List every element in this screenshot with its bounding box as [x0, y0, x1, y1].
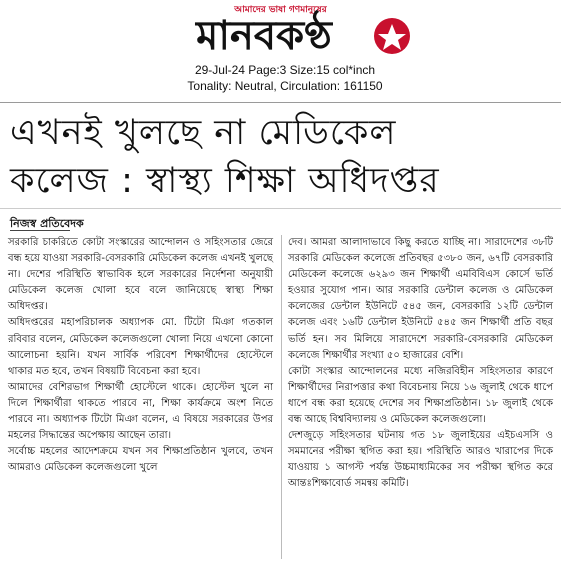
- byline: নিজস্ব প্রতিবেদক: [10, 217, 84, 230]
- masthead: [0, 0, 561, 62]
- top-divider: [0, 102, 561, 103]
- newspaper-logo-text: মানবকণ্ঠ: [196, 13, 332, 59]
- paragraph: সর্বোচ্চ মহলের আদেশক্রমে যখন সব শিক্ষাপ্রতিষ্ঠান খুলবে, তখন আমরাও মেডিকেল কলেজগুলো খুলে: [8, 446, 273, 474]
- headline-line-2: কলেজ : স্বাস্থ্য শিক্ষা অধিদপ্তর: [10, 161, 440, 201]
- paragraph: সরকারি চাকরিতে কোটা সংস্কারের আন্দোলন ও সহিংসতার জেরে বন্ধ হয়ে যাওয়া সরকারি-বেসরকারি মেডিকেল কলেজ এখনই খুলছে না। দেশের পরিস্থিতি স্বাভাবিক হলে সরকারের নির্দেশনা অনুযায়ী মেডিকেল কলেজ খোলা হবে বলে জানিয়েছে স্বাস্থ্য শিক্ষা অধিদপ্তর।: [8, 237, 273, 313]
- paragraph: কোটা সংস্কার আন্দোলনের মধ্যে নজিরবিহীন সহিংসতার কারণে শিক্ষার্থীদের নিরাপত্তার কথা বিবেচনায় নিয়ে ১৬ জুলাই থেকে ধাপে ধাপে বন্ধ করা হয়েছে দেশের সব শিক্ষাপ্রতিষ্ঠান। ১৮ জুলাই থেকে বন্ধ আছে বিশ্ববিদ্যালয় ও মেডিকেল কলেজগুলো।: [288, 365, 553, 426]
- headline-divider: [0, 208, 561, 209]
- headline-line-1: এখনই খুলছে না মেডিকেল: [10, 113, 397, 153]
- paragraph: আমাদের বেশিরভাগ শিক্ষার্থী হোস্টেলে থাকে। হোস্টেল খুলে না দিলে শিক্ষার্থীরা থাকতে পারবে না, শিক্ষা কার্যক্রমে অংশ নিতে পারবে না। অধ্যাপক টিটো মিঞা বলেন, এ বিষয়ে সরকারের উপর মহলের সিদ্ধান্তের অপেক্ষায় আছেন তারা।: [8, 381, 273, 442]
- article-column-right: [288, 235, 553, 493]
- paragraph: দেশজুড়ে সহিংসতার ঘটনায় গত ১৮ জুলাইয়ের এইচএসসি ও সমমানের পরীক্ষা স্থগিত করা হয়। পরিস্থিতি আরও খারাপের দিকে যাওয়ায় ১ আগস্ট পর্যন্ত উচ্চমাধ্যমিকের সব পরীক্ষা স্থগিত করে আন্তঃশিক্ষাবোর্ড সমন্বয় কমিটি।: [288, 430, 553, 490]
- paragraph: অধিদপ্তরের মহাপরিচালক অধ্যাপক মো. টিটো মিঞা গতকাল রবিবার বলেন, মেডিকেল কলেজগুলো খোলা নিয়ে এখনো কোনো আলোচনা হয়নি। যখন সার্বিক পরিবেশ শিক্ষার্থীদের হোস্টেলে থাকার মত হবে, তখন বিষয়টি বিবেচনা করা হবে।: [8, 317, 273, 377]
- article-column-left: [8, 235, 273, 476]
- meta-tonality-circulation: Tonality: Neutral, Circulation: 161150: [187, 79, 383, 93]
- masthead-tagline: আমাদের ভাষা গণমানুষের: [234, 5, 327, 15]
- column-divider: [281, 235, 282, 559]
- logo-emblem-icon: [372, 16, 412, 56]
- paragraph: দেব। আমরা আলাদাভাবে কিছু করতে যাচ্ছি না। সারাদেশের ৩৮টি সরকারি মেডিকেল কলেজে প্রতিবছর ৫৩৮০ জন, ৬৭টি বেসরকারি মেডিকেল কলেজে ৬২৯৩ জন শিক্ষার্থী এমবিবিএস কোর্সে ভর্তি হওয়ার সুযোগ পান। আর সরকারি ডেন্টাল কলেজ ও মেডিকেল কলেজের ডেন্টাল ইউনিটে ৫৪৫ জন, বেসরকারি ১২টি ডেন্টাল কলেজ এবং ১৬টি ডেন্টাল ইউনিটে ৫৪৫ জন শিক্ষার্থী প্রতি বছর ভর্তি হন। সব মিলিয়ে সারাদেশে সরকারি-বেসরকারি মেডিকেল কলেজে শিক্ষার্থীর সংখ্যা ৫০ হাজারের বেশি।: [288, 237, 553, 361]
- meta-date-page-size: 29-Jul-24 Page:3 Size:15 col*inch: [194, 63, 376, 77]
- newspaper-logo: [150, 10, 420, 62]
- byline-underline: [10, 230, 70, 231]
- clipping-meta: [150, 62, 420, 94]
